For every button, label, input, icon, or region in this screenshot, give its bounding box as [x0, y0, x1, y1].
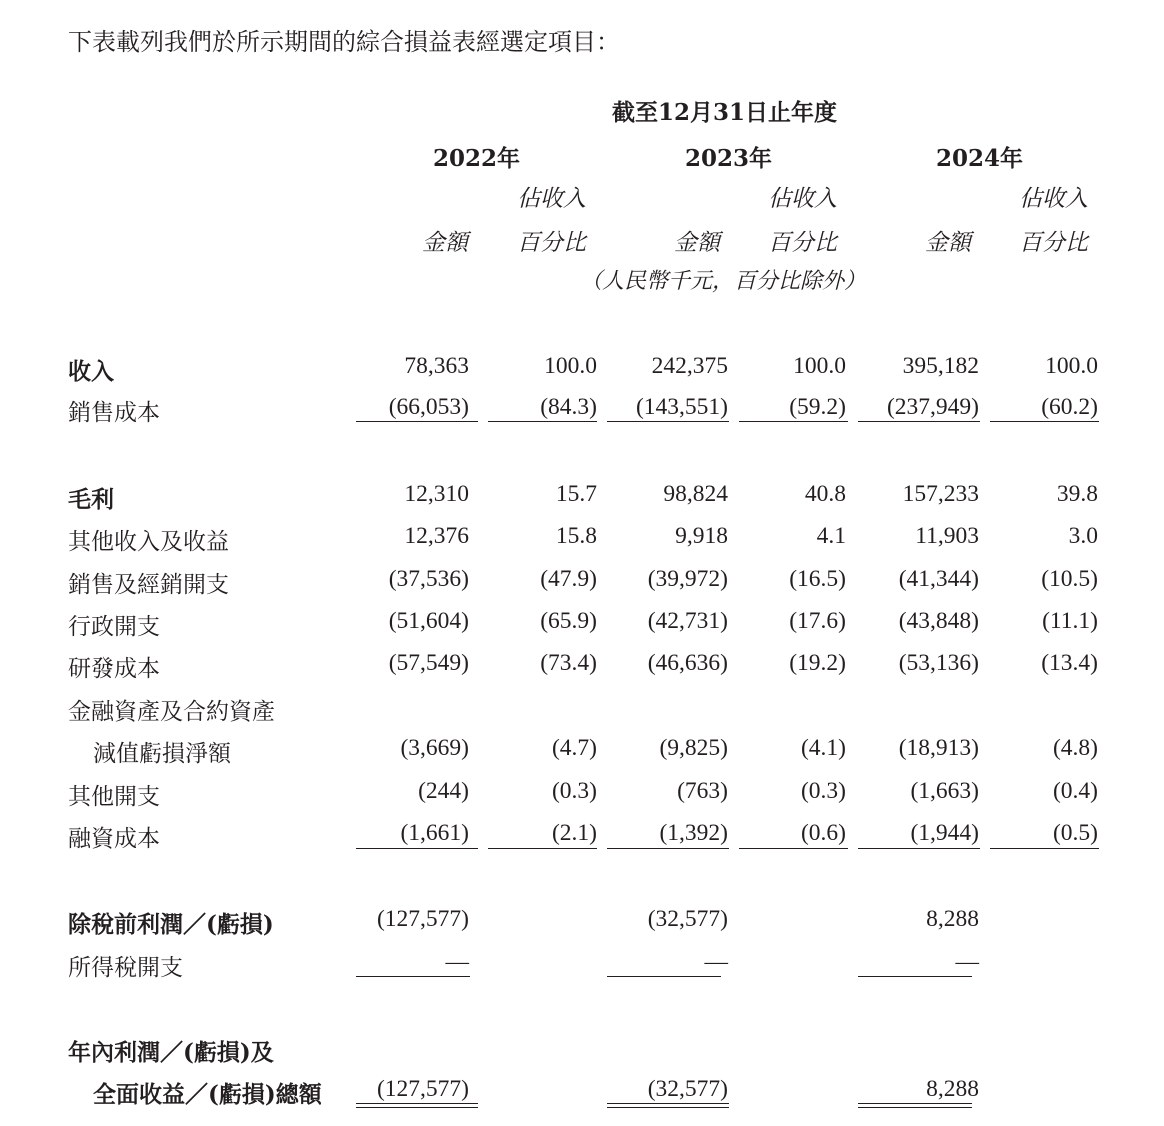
- cell-gross-profit-2024-amount: 157,233: [902, 481, 979, 507]
- cell-selling-expenses-2022-amount: (37,536): [388, 566, 469, 592]
- cell-total-comprehensive-2024-amount: 8,288: [926, 1076, 979, 1102]
- intro-text: 下表載列我們於所示期間的綜合損益表經選定項目：: [68, 28, 620, 56]
- cell-admin-expenses-2022-pct: (65.9): [540, 608, 597, 634]
- cell-selling-expenses-2024-amount: (41,344): [898, 566, 979, 592]
- row-label-other-income: 其他收入及收益: [68, 529, 229, 555]
- double-underline: [607, 1103, 729, 1108]
- cell-revenue-2023-amount: 242,375: [651, 353, 728, 379]
- cell-finance-costs-2023-pct: (0.6): [800, 820, 846, 846]
- cell-other-expenses-2023-pct: (0.3): [800, 778, 846, 804]
- cell-revenue-2022-pct: 100.0: [544, 353, 597, 379]
- row-label-admin-expenses: 行政開支: [68, 614, 160, 640]
- row-label-selling-expenses: 銷售及經銷開支: [68, 572, 229, 598]
- cell-gross-profit-2022-amount: 12,310: [404, 481, 469, 507]
- row-label-cost-of-sales: 銷售成本: [68, 400, 160, 426]
- cell-other-expenses-2022-pct: (0.3): [551, 778, 597, 804]
- pct-header-2022-line2: 百分比: [517, 230, 586, 256]
- underline: [858, 848, 980, 849]
- cell-admin-expenses-2022-amount: (51,604): [388, 608, 469, 634]
- cell-total-comprehensive-2023-amount: (32,577): [647, 1076, 728, 1102]
- row-label-impairment-line1: 金融資產及合約資產: [68, 699, 275, 725]
- cell-profit-before-tax-2022-amount: (127,577): [376, 906, 469, 932]
- underline: [739, 848, 848, 849]
- cell-impairment-2023-amount: (9,825): [659, 735, 728, 761]
- pct-header-2022-line1: 佔收入: [517, 186, 586, 212]
- cell-finance-costs-2022-pct: (2.1): [551, 820, 597, 846]
- cell-selling-expenses-2022-pct: (47.9): [540, 566, 597, 592]
- cell-impairment-2022-amount: (3,669): [400, 735, 469, 761]
- cell-cost-of-sales-2024-pct: (60.2): [1041, 394, 1098, 420]
- cell-gross-profit-2022-pct: 15.7: [555, 481, 597, 507]
- cell-cost-of-sales-2022-amount: (66,053): [388, 394, 469, 420]
- cell-admin-expenses-2024-pct: (11.1): [1042, 608, 1098, 634]
- cell-income-tax-2023-amount: —: [704, 949, 728, 975]
- period-header: 截至12月31日止年度: [612, 99, 838, 126]
- cell-gross-profit-2024-pct: 39.8: [1056, 481, 1098, 507]
- year-header-2024: 2024年: [936, 145, 1024, 172]
- cell-other-expenses-2024-amount: (1,663): [910, 778, 979, 804]
- cell-selling-expenses-2023-amount: (39,972): [647, 566, 728, 592]
- cell-impairment-2024-amount: (18,913): [898, 735, 979, 761]
- cell-selling-expenses-2024-pct: (10.5): [1041, 566, 1098, 592]
- row-label-total-comprehensive-line2: 全面收益／(虧損)總額: [93, 1081, 322, 1108]
- row-label-gross-profit: 毛利: [68, 486, 114, 513]
- row-label-rd-costs: 研發成本: [68, 656, 160, 682]
- pct-header-2023-line1: 佔收入: [768, 186, 837, 212]
- amount-header-2023: 金額: [674, 230, 720, 256]
- row-label-impairment-line2: 減值虧損淨額: [93, 741, 231, 767]
- cell-impairment-2024-pct: (4.8): [1052, 735, 1098, 761]
- cell-revenue-2024-pct: 100.0: [1045, 353, 1098, 379]
- underline: [356, 421, 478, 422]
- cell-admin-expenses-2023-pct: (17.6): [789, 608, 846, 634]
- pct-header-2024-line2: 百分比: [1019, 230, 1088, 256]
- underline: [858, 421, 980, 422]
- cell-other-income-2022-amount: 12,376: [404, 523, 469, 549]
- row-label-finance-costs: 融資成本: [68, 826, 160, 852]
- cell-cost-of-sales-2023-amount: (143,551): [635, 394, 728, 420]
- underline: [356, 848, 478, 849]
- year-header-2023: 2023年: [685, 145, 773, 172]
- cell-total-comprehensive-2022-amount: (127,577): [376, 1076, 469, 1102]
- cell-income-tax-2024-amount: —: [955, 949, 979, 975]
- cell-revenue-2022-amount: 78,363: [404, 353, 469, 379]
- underline: [739, 421, 848, 422]
- cell-rd-costs-2022-amount: (57,549): [388, 650, 469, 676]
- cell-rd-costs-2024-amount: (53,136): [898, 650, 979, 676]
- cell-other-expenses-2022-amount: (244): [418, 778, 469, 804]
- underline: [607, 421, 729, 422]
- cell-finance-costs-2024-pct: (0.5): [1052, 820, 1098, 846]
- cell-finance-costs-2024-amount: (1,944): [910, 820, 979, 846]
- double-underline: [356, 1103, 478, 1108]
- amount-header-2024: 金額: [925, 230, 971, 256]
- row-label-profit-before-tax: 除稅前利潤／(虧損): [68, 911, 274, 938]
- row-label-revenue: 收入: [68, 358, 114, 385]
- underline: [858, 976, 972, 977]
- cell-rd-costs-2023-pct: (19.2): [789, 650, 846, 676]
- cell-revenue-2024-amount: 395,182: [902, 353, 979, 379]
- cell-finance-costs-2023-amount: (1,392): [659, 820, 728, 846]
- underline: [488, 848, 597, 849]
- cell-other-income-2024-amount: 11,903: [915, 523, 979, 549]
- cell-income-tax-2022-amount: —: [445, 949, 469, 975]
- row-label-total-comprehensive-line1: 年內利潤／(虧損)及: [68, 1039, 274, 1066]
- cell-other-income-2023-pct: 4.1: [816, 523, 846, 549]
- cell-rd-costs-2024-pct: (13.4): [1041, 650, 1098, 676]
- cell-rd-costs-2022-pct: (73.4): [540, 650, 597, 676]
- cell-profit-before-tax-2023-amount: (32,577): [647, 906, 728, 932]
- unit-note: （人民幣千元，百分比除外）: [580, 269, 867, 294]
- cell-impairment-2023-pct: (4.1): [800, 735, 846, 761]
- cell-other-income-2023-amount: 9,918: [675, 523, 728, 549]
- underline: [990, 848, 1099, 849]
- cell-other-income-2024-pct: 3.0: [1068, 523, 1098, 549]
- cell-admin-expenses-2024-amount: (43,848): [898, 608, 979, 634]
- cell-cost-of-sales-2024-amount: (237,949): [886, 394, 979, 420]
- cell-cost-of-sales-2022-pct: (84.3): [540, 394, 597, 420]
- cell-admin-expenses-2023-amount: (42,731): [647, 608, 728, 634]
- row-label-other-expenses: 其他開支: [68, 784, 160, 810]
- cell-gross-profit-2023-pct: 40.8: [804, 481, 846, 507]
- underline: [607, 976, 721, 977]
- cell-impairment-2022-pct: (4.7): [551, 735, 597, 761]
- row-label-income-tax: 所得稅開支: [68, 955, 183, 981]
- underline: [488, 421, 597, 422]
- cell-other-income-2022-pct: 15.8: [555, 523, 597, 549]
- cell-other-expenses-2024-pct: (0.4): [1052, 778, 1098, 804]
- amount-header-2022: 金額: [422, 230, 468, 256]
- underline: [356, 976, 470, 977]
- cell-revenue-2023-pct: 100.0: [793, 353, 846, 379]
- double-underline: [858, 1103, 972, 1108]
- underline: [990, 421, 1099, 422]
- cell-cost-of-sales-2023-pct: (59.2): [789, 394, 846, 420]
- cell-other-expenses-2023-amount: (763): [677, 778, 728, 804]
- year-header-2022: 2022年: [433, 145, 521, 172]
- pct-header-2023-line2: 百分比: [768, 230, 837, 256]
- cell-gross-profit-2023-amount: 98,824: [663, 481, 728, 507]
- cell-finance-costs-2022-amount: (1,661): [400, 820, 469, 846]
- cell-profit-before-tax-2024-amount: 8,288: [926, 906, 979, 932]
- cell-selling-expenses-2023-pct: (16.5): [789, 566, 846, 592]
- pct-header-2024-line1: 佔收入: [1019, 186, 1088, 212]
- underline: [607, 848, 729, 849]
- cell-rd-costs-2023-amount: (46,636): [647, 650, 728, 676]
